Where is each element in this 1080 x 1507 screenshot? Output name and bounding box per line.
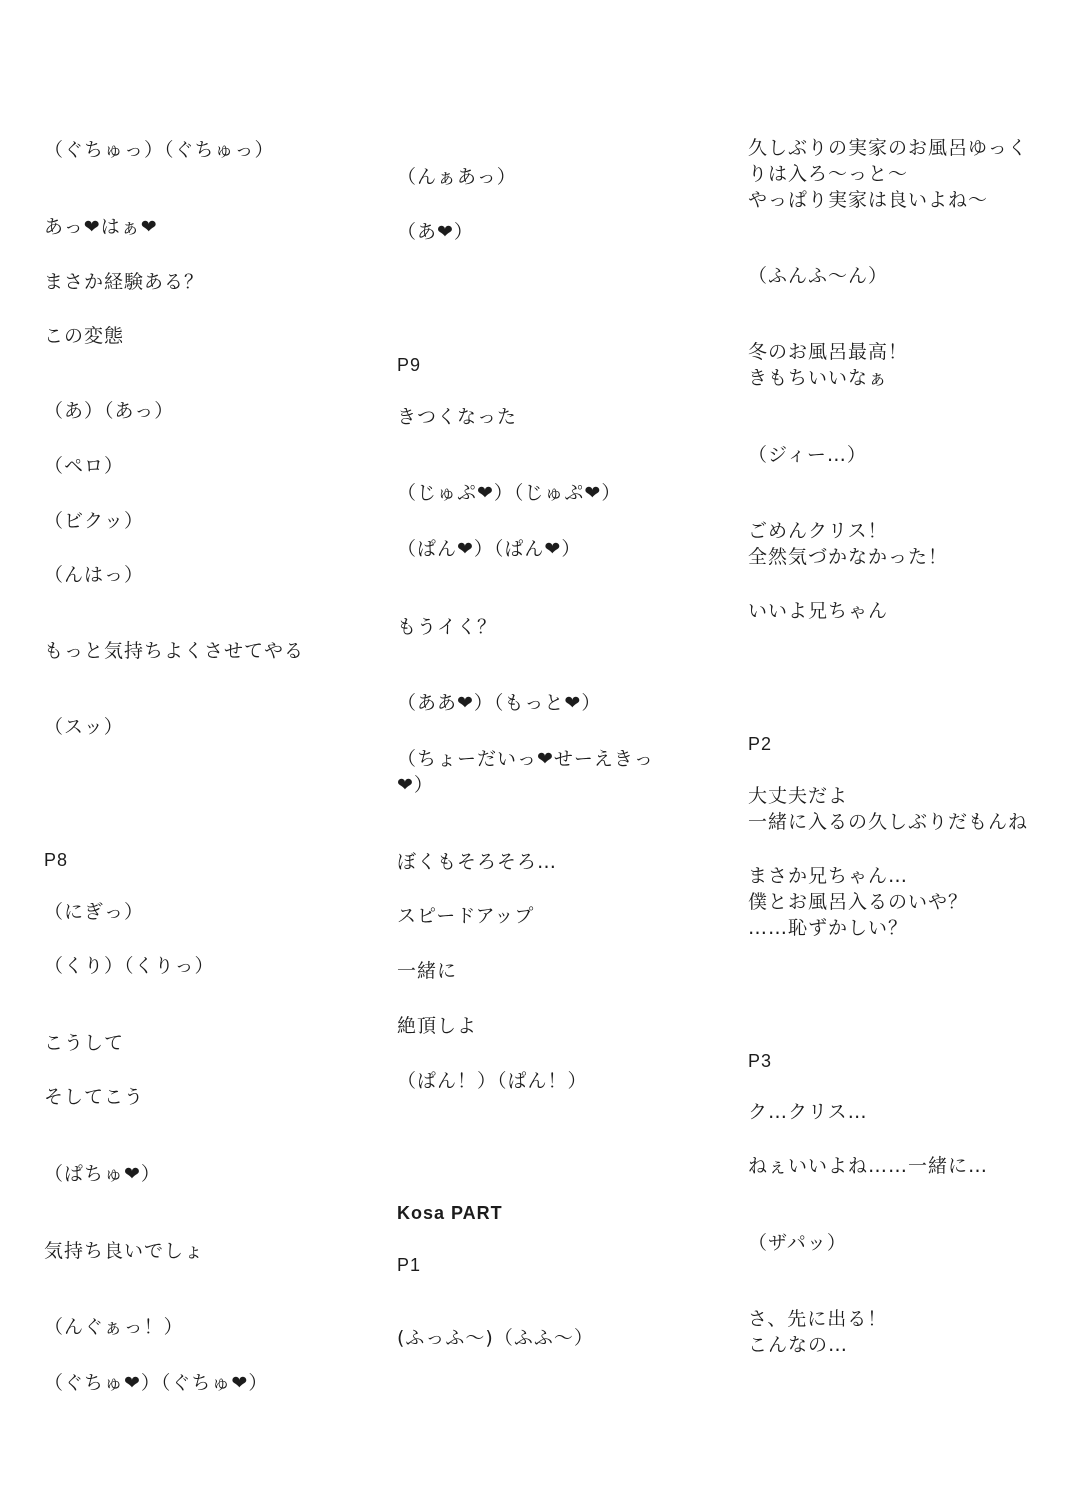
page-heading: P1: [397, 1255, 422, 1275]
dialogue-line: （ザパッ）: [748, 1232, 847, 1254]
dialogue-line: まさか経験ある？: [44, 271, 205, 293]
dialogue-line: もうイく？: [397, 616, 498, 638]
dialogue-line: （くり）（くりっ）: [44, 955, 215, 977]
dialogue-line: スピードアップ: [397, 905, 535, 927]
dialogue-line: 一緒に: [397, 960, 458, 982]
dialogue-line: 久しぶりの実家のお風呂ゆっく りは入ろ〜っと〜 やっぱり実家は良いよね〜: [748, 137, 1028, 211]
dialogue-line: この変態: [44, 325, 125, 347]
dialogue-line: （にぎっ）: [44, 901, 145, 923]
dialogue-line: そしてこう: [44, 1086, 145, 1108]
dialogue-line: もっと気持ちよくさせてやる: [44, 640, 305, 662]
dialogue-line: 大丈夫だよ 一緒に入るの久しぶりだもんね: [748, 785, 1029, 833]
dialogue-line: （んぐぁっ！）: [44, 1316, 184, 1338]
dialogue-line: （ちょーだいっ❤せーえきっ ❤）: [397, 748, 654, 796]
dialogue-line: あっ❤はぁ❤: [44, 216, 158, 238]
section-heading: Kosa PART: [397, 1203, 503, 1223]
dialogue-line: （ペロ）: [44, 455, 125, 477]
dialogue-line: （ふんふ〜ん）: [748, 265, 889, 287]
page-heading: P2: [748, 734, 773, 754]
dialogue-line: きつくなった: [397, 406, 518, 428]
dialogue-line: さ、先に出る！ こんなの…: [748, 1308, 888, 1356]
dialogue-line: ク…クリス…: [748, 1101, 868, 1123]
dialogue-line: （ぐちゅ❤）（ぐちゅ❤）: [44, 1372, 269, 1394]
dialogue-line: （ぱちゅ❤）: [44, 1163, 161, 1185]
dialogue-line: （んはっ）: [44, 564, 145, 586]
dialogue-line: まさか兄ちゃん… 僕とお風呂入るのいや？ ……恥ずかしい？: [748, 865, 969, 939]
dialogue-line: （あ）（あっ）: [44, 400, 175, 422]
dialogue-line: （ぱん❤）（ぱん❤）: [397, 538, 582, 560]
dialogue-line: （んぁあっ）: [397, 166, 517, 188]
page-heading: P9: [397, 355, 422, 375]
dialogue-line: ごめんクリス！ 全然気づかなかった！: [748, 520, 949, 568]
dialogue-line: 気持ち良いでしょ: [44, 1240, 205, 1262]
page-heading: P8: [44, 850, 69, 870]
dialogue-line: （ぱん！）（ぱん！）: [397, 1070, 588, 1092]
dialogue-line: ねぇいいよね……一緒に…: [748, 1155, 989, 1177]
dialogue-line: (ふっふ〜)（ふふ〜）: [397, 1327, 594, 1349]
dialogue-line: いいよ兄ちゃん: [748, 600, 889, 622]
dialogue-line: ぼくもそろそろ…: [397, 851, 558, 873]
dialogue-line: 絶頂しよ: [397, 1015, 478, 1037]
dialogue-line: （ああ❤）（もっと❤）: [397, 692, 602, 714]
dialogue-line: （じゅぷ❤）（じゅぷ❤）: [397, 482, 622, 504]
dialogue-line: （ビクッ）: [44, 510, 145, 532]
page-heading: P3: [748, 1051, 773, 1071]
dialogue-line: こうして: [44, 1032, 125, 1054]
dialogue-line: 冬のお風呂最高！ きもちいいなぁ: [748, 341, 909, 389]
dialogue-line: （あ❤）: [397, 221, 474, 243]
dialogue-line: （スッ）: [44, 716, 124, 738]
dialogue-line: （ぐちゅっ）（ぐちゅっ）: [44, 139, 275, 161]
dialogue-line: （ジィー…）: [748, 444, 867, 466]
